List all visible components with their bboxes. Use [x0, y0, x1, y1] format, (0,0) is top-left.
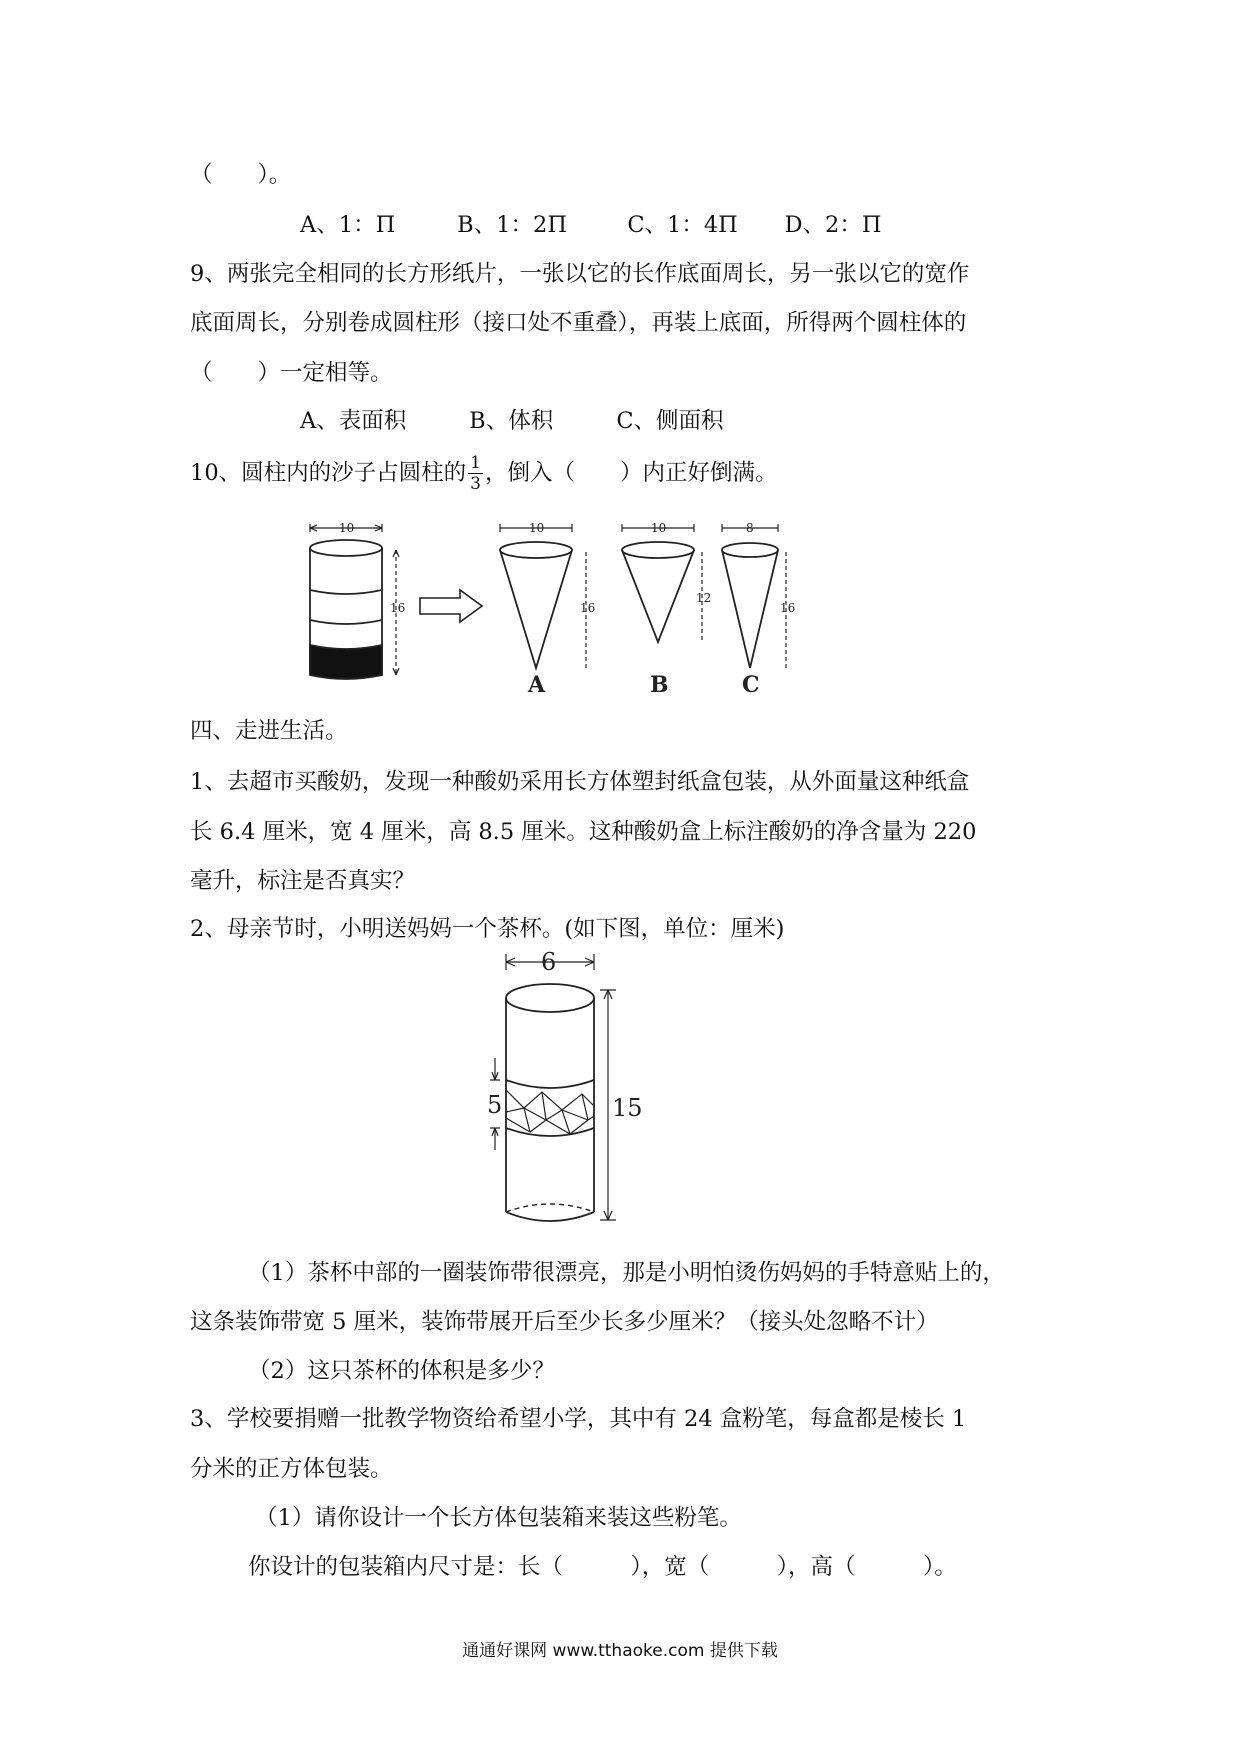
q10-frac-numerator: 1	[470, 453, 481, 473]
cup-figure	[487, 948, 660, 1230]
p2-sub1-line-1: （1）茶杯中部的一圈装饰带很漂亮，那是小明怕烫伤妈妈的手特意贴上的，	[248, 1260, 1005, 1286]
footer: 通通好课网 www.tthaoke.com 提供下载	[462, 1641, 778, 1661]
q10-figure	[290, 520, 870, 700]
cylinder-figure	[310, 524, 399, 679]
q9-line-2: 底面周长，分别卷成圆柱形（接口处不重叠），再装上底面，所得两个圆柱体的	[190, 310, 967, 336]
q9-line-3: （ ）一定相等。	[190, 360, 393, 386]
section4-title: 四、走进生活。	[190, 718, 348, 744]
decorative-band-pattern	[506, 1090, 594, 1134]
q10-fraction	[468, 455, 483, 493]
q8-option-c: C、1：4Π	[627, 212, 738, 238]
q10-frac-denominator: 3	[470, 474, 481, 494]
q9-options	[300, 410, 724, 433]
cone-c-figure	[722, 524, 786, 668]
cone-c-height-label: 16	[780, 601, 796, 615]
cone-b-figure	[622, 524, 702, 642]
p1-line-3: 毫升，标注是否真实？	[190, 868, 416, 894]
p3-sub1-answer: 你设计的包装箱内尺寸是：长（ ），宽（ ），高（ ）。	[248, 1554, 957, 1580]
q10-prefix: 10、圆柱内的沙子占圆柱的	[190, 460, 467, 486]
cone-c-diameter-label: 8	[746, 521, 754, 535]
p2-line-1: 2、母亲节时，小明送妈妈一个茶杯。(如下图，单位：厘米)	[190, 916, 785, 942]
q9-option-b: B、体积	[469, 408, 554, 434]
cone-a-figure	[500, 524, 586, 668]
cone-a-letter: A	[528, 672, 546, 698]
cup-width-label: 6	[541, 948, 557, 976]
cone-b-height-label: 12	[696, 591, 712, 605]
cup-height-label: 15	[612, 1094, 643, 1122]
cone-b-diameter-label: 10	[651, 521, 667, 535]
q9-option-a: A、表面积	[300, 408, 407, 434]
q8-option-a: A、1：Π	[300, 212, 396, 238]
q9-line-1: 9、两张完全相同的长方形纸片，一张以它的长作底面周长，另一张以它的宽作	[190, 261, 970, 287]
q9-option-c: C、侧面积	[616, 408, 724, 434]
p1-line-2: 长 6.4 厘米，宽 4 厘米，高 8.5 厘米。这种酸奶盒上标注酸奶的净含量为 220	[190, 819, 977, 845]
q8-options	[300, 214, 881, 237]
cyl-diameter-label: 10	[339, 521, 355, 535]
cup-band-label: 5	[487, 1091, 503, 1119]
cone-a-diameter-label: 10	[529, 521, 545, 535]
p3-sub1: （1）请你设计一个长方体包装箱来装这些粉笔。	[255, 1505, 742, 1531]
q8-option-d: D、2：Π	[784, 212, 882, 238]
cyl-height-label: 16	[390, 601, 406, 615]
p3-line-2: 分米的正方体包装。	[190, 1456, 393, 1482]
p3-line-1: 3、学校要捐赠一批教学物资给希望小学，其中有 24 盒粉笔，每盒都是棱长 1	[190, 1406, 967, 1432]
q8-tail: （ ）。	[190, 162, 292, 188]
p1-line-1: 1、去超市买酸奶，发现一种酸奶采用长方体塑封纸盒包装，从外面量这种纸盒	[190, 769, 970, 795]
q10-question	[190, 455, 777, 493]
p2-sub2: （2）这只茶杯的体积是多少？	[248, 1358, 555, 1384]
right-arrow-icon	[420, 590, 482, 622]
cone-b-letter: B	[650, 672, 669, 698]
p2-sub1-line-2: 这条装饰带宽 5 厘米，装饰带展开后至少长多少厘米？（接头处忽略不计）	[190, 1309, 939, 1335]
q8-option-b: B、1：2Π	[457, 212, 567, 238]
q10-suffix: ，倒入（ ）内正好倒满。	[484, 460, 778, 486]
cone-c-letter: C	[742, 672, 760, 698]
cone-a-height-label: 16	[580, 601, 596, 615]
